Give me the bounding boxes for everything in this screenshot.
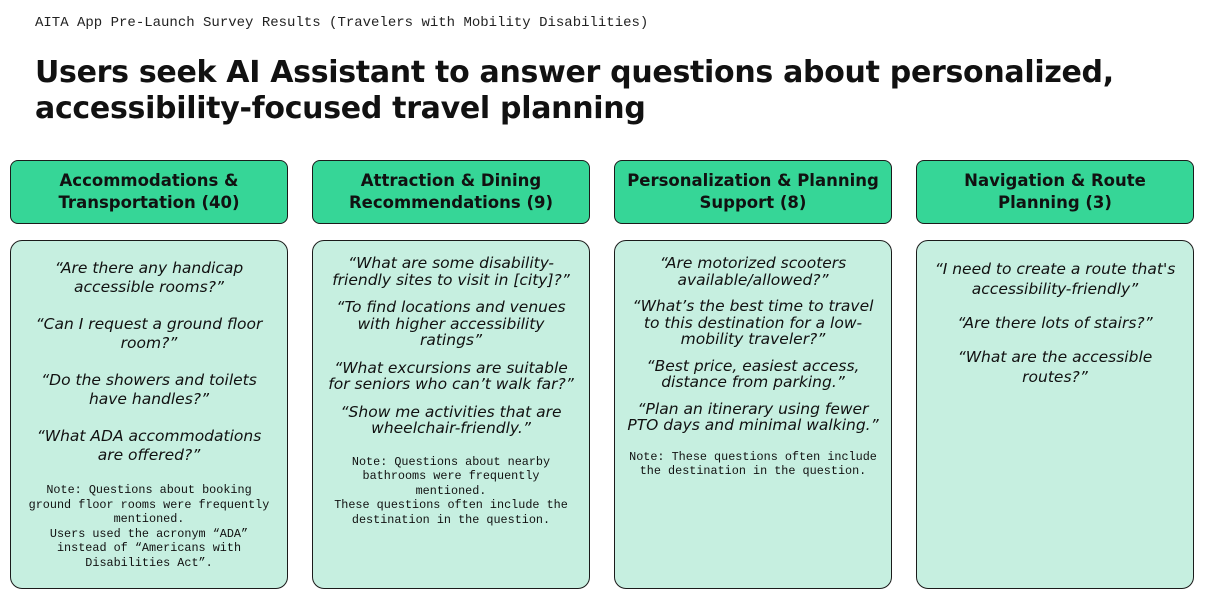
- quote: “What are some disability-friendly sites to visit in [city]?”: [332, 254, 570, 289]
- category-card-personalization: [614, 240, 892, 589]
- note-line: Note: Questions about booking ground floor rooms were frequently mentioned.: [28, 483, 270, 526]
- quote: “What’s the best time to travel to this destination for a low-mobility traveler?”: [632, 297, 874, 348]
- quote: “To find locations and venues with higher accessibility ratings”: [336, 298, 566, 349]
- quote: “What ADA accommodations are offered?”: [36, 427, 262, 464]
- note-line: Note: Questions about nearby bathrooms were frequently mentioned.: [351, 454, 551, 498]
- quote: “Are motorized scooters available/allowed?”: [659, 254, 847, 289]
- quote: “Show me activities that are wheelchair-friendly.”: [340, 402, 562, 437]
- quote: “Plan an itinerary using fewer PTO days and minimal walking.”: [627, 399, 879, 434]
- category-card-accommodations: [10, 240, 288, 589]
- category-note: [325, 455, 577, 528]
- quote: “I need to create a route that's accessibility-friendly”: [934, 260, 1176, 298]
- quote: “Are there lots of stairs?”: [957, 314, 1153, 332]
- note-line: Note: These questions often include the destination in the question.: [629, 449, 877, 478]
- note-line: Users used the acronym “ADA” instead of “Americans with Disabilities Act”.: [49, 526, 249, 570]
- quote: “Do the showers and toilets have handles?”: [41, 371, 257, 408]
- category-header-attractions: Attraction & Dining Recommendations (9): [312, 160, 590, 224]
- survey-subtitle: AITA App Pre-Launch Survey Results (Travelers with Mobility Disabilities): [35, 15, 649, 31]
- quote: “Can I request a ground floor room?”: [35, 315, 263, 352]
- quote: “Best price, easiest access, distance from parking.”: [646, 356, 860, 391]
- quote: “What are the accessible routes?”: [957, 348, 1153, 386]
- category-note: [627, 450, 879, 479]
- note-line: These questions often include the destination in the question.: [334, 498, 568, 527]
- category-card-attractions: [312, 240, 590, 589]
- category-header-personalization: Personalization & Planning Support (8): [614, 160, 892, 224]
- category-note: [23, 483, 275, 570]
- quote: “Are there any handicap accessible rooms?”: [54, 259, 244, 296]
- category-header-accommodations: Accommodations & Transportation (40): [10, 160, 288, 224]
- category-card-navigation: [916, 240, 1194, 589]
- quote: “What excursions are suitable for seniors who can’t walk far?”: [328, 358, 574, 393]
- category-header-navigation: Navigation & Route Planning (3): [916, 160, 1194, 224]
- page-title: Users seek AI Assistant to answer questions about personalized, accessibility-focused travel planning: [35, 55, 1114, 126]
